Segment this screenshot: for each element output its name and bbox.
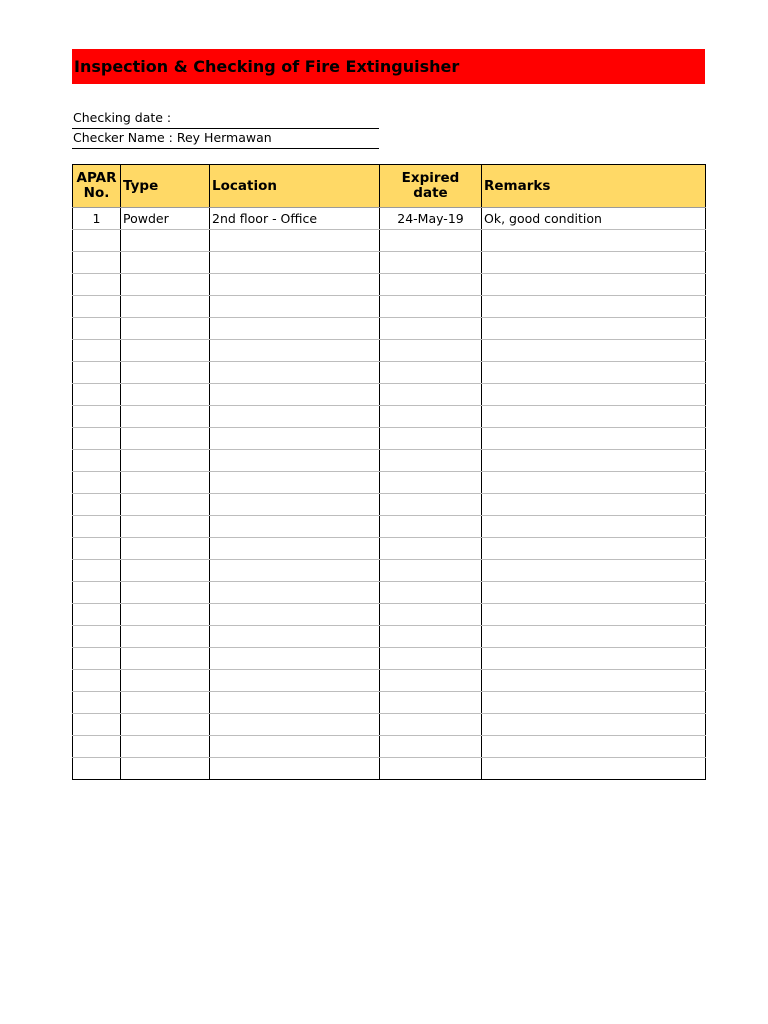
table-header-row [73,165,706,208]
cell-expired-date [380,274,482,296]
cell-expired-date [380,714,482,736]
cell-type [121,516,210,538]
header-location: Location [210,165,380,208]
cell-apar-no [73,560,121,582]
cell-apar-no [73,758,121,780]
cell-type [121,340,210,362]
cell-expired-date [380,384,482,406]
cell-expired-date [380,538,482,560]
cell-remarks [482,274,706,296]
table-row [73,362,706,384]
cell-apar-no [73,692,121,714]
cell-location [210,230,380,252]
checking-date-line [72,109,379,129]
cell-remarks [482,428,706,450]
cell-expired-date [380,758,482,780]
cell-expired-date [380,648,482,670]
cell-remarks [482,736,706,758]
cell-remarks [482,318,706,340]
cell-type [121,560,210,582]
cell-expired-date [380,670,482,692]
table-row [73,538,706,560]
cell-expired-date [380,736,482,758]
header-expired-line1: Expired [401,170,460,186]
cell-type [121,384,210,406]
cell-remarks [482,582,706,604]
cell-expired-date [380,340,482,362]
cell-remarks [482,758,706,780]
cell-expired-date [380,472,482,494]
cell-apar-no [73,670,121,692]
cell-type [121,494,210,516]
table-row [73,428,706,450]
cell-expired-date [380,450,482,472]
cell-location [210,384,380,406]
cell-remarks [482,296,706,318]
header-remarks: Remarks [482,165,706,208]
table-row [73,692,706,714]
cell-remarks [482,406,706,428]
cell-apar-no [73,472,121,494]
cell-type [121,230,210,252]
cell-location [210,582,380,604]
table-row [73,604,706,626]
header-type: Type [121,165,210,208]
cell-location [210,714,380,736]
table-row [73,208,706,230]
cell-type [121,692,210,714]
cell-apar-no [73,384,121,406]
table-row [73,494,706,516]
header-apar-no [73,165,121,208]
table-row [73,758,706,780]
cell-expired-date [380,516,482,538]
checker-name-line [72,129,379,149]
cell-location [210,362,380,384]
cell-expired-date [380,560,482,582]
table-row [73,450,706,472]
cell-type: Powder [121,208,210,230]
cell-type [121,472,210,494]
cell-type [121,670,210,692]
cell-remarks [482,340,706,362]
cell-expired-date [380,296,482,318]
cell-type [121,428,210,450]
cell-location [210,516,380,538]
cell-remarks [482,692,706,714]
cell-location [210,736,380,758]
cell-remarks [482,538,706,560]
cell-remarks [482,714,706,736]
cell-expired-date: 24-May-19 [380,208,482,230]
cell-type [121,604,210,626]
cell-expired-date [380,362,482,384]
table-row [73,626,706,648]
cell-location [210,450,380,472]
cell-type [121,318,210,340]
cell-location [210,692,380,714]
cell-type [121,450,210,472]
table-row [73,582,706,604]
table-row [73,252,706,274]
table-row [73,274,706,296]
cell-remarks [482,230,706,252]
table-row [73,296,706,318]
cell-apar-no [73,538,121,560]
cell-type [121,362,210,384]
cell-expired-date [380,252,482,274]
cell-expired-date [380,692,482,714]
cell-location [210,274,380,296]
checker-name-label: Checker Name : [73,130,173,145]
cell-expired-date [380,604,482,626]
cell-apar-no [73,648,121,670]
cell-apar-no [73,736,121,758]
document-title: Inspection & Checking of Fire Extinguisher [74,57,460,76]
checker-name-value: Rey Hermawan [176,130,272,145]
cell-remarks: Ok, good condition [482,208,706,230]
cell-remarks [482,472,706,494]
table-row [73,670,706,692]
cell-apar-no [73,516,121,538]
cell-expired-date [380,230,482,252]
cell-apar-no [73,626,121,648]
cell-apar-no [73,252,121,274]
cell-location [210,648,380,670]
table-row [73,516,706,538]
cell-remarks [482,362,706,384]
cell-location [210,472,380,494]
table-row [73,560,706,582]
cell-apar-no [73,714,121,736]
table-row [73,230,706,252]
cell-location [210,252,380,274]
cell-remarks [482,252,706,274]
cell-location [210,296,380,318]
header-expired-line2: date [413,185,448,201]
cell-apar-no [73,340,121,362]
cell-apar-no [73,450,121,472]
cell-type [121,538,210,560]
cell-apar-no [73,296,121,318]
cell-remarks [482,450,706,472]
cell-expired-date [380,582,482,604]
cell-type [121,296,210,318]
cell-apar-no [73,494,121,516]
cell-remarks [482,384,706,406]
cell-type [121,736,210,758]
cell-remarks [482,560,706,582]
cell-type [121,648,210,670]
cell-location [210,758,380,780]
cell-type [121,252,210,274]
cell-apar-no [73,582,121,604]
cell-location [210,494,380,516]
cell-type [121,274,210,296]
cell-location [210,428,380,450]
cell-remarks [482,494,706,516]
cell-remarks [482,626,706,648]
cell-location [210,560,380,582]
cell-type [121,714,210,736]
cell-expired-date [380,494,482,516]
cell-location [210,626,380,648]
cell-type [121,406,210,428]
cell-location: 2nd floor - Office [210,208,380,230]
cell-type [121,626,210,648]
cell-apar-no [73,318,121,340]
title-bar [72,49,705,84]
cell-apar-no: 1 [73,208,121,230]
cell-expired-date [380,318,482,340]
cell-expired-date [380,406,482,428]
cell-location [210,538,380,560]
cell-type [121,758,210,780]
cell-location [210,340,380,362]
checking-date-label: Checking date : [73,110,172,125]
table-row [73,648,706,670]
cell-expired-date [380,626,482,648]
cell-location [210,604,380,626]
header-expired-date [380,165,482,208]
cell-type [121,582,210,604]
cell-apar-no [73,406,121,428]
cell-remarks [482,670,706,692]
cell-apar-no [73,274,121,296]
cell-apar-no [73,428,121,450]
table-row [73,406,706,428]
cell-apar-no [73,362,121,384]
cell-location [210,670,380,692]
table-row [73,736,706,758]
cell-apar-no [73,604,121,626]
table-row [73,318,706,340]
header-apar-no-line2: No. [83,185,110,201]
table-body [73,208,706,780]
table-row [73,472,706,494]
cell-location [210,318,380,340]
cell-remarks [482,604,706,626]
table-row [73,384,706,406]
extinguisher-table [72,164,706,780]
cell-remarks [482,516,706,538]
cell-remarks [482,648,706,670]
cell-expired-date [380,428,482,450]
header-apar-no-line1: APAR [76,170,117,186]
cell-apar-no [73,230,121,252]
table-row [73,714,706,736]
table-row [73,340,706,362]
cell-location [210,406,380,428]
